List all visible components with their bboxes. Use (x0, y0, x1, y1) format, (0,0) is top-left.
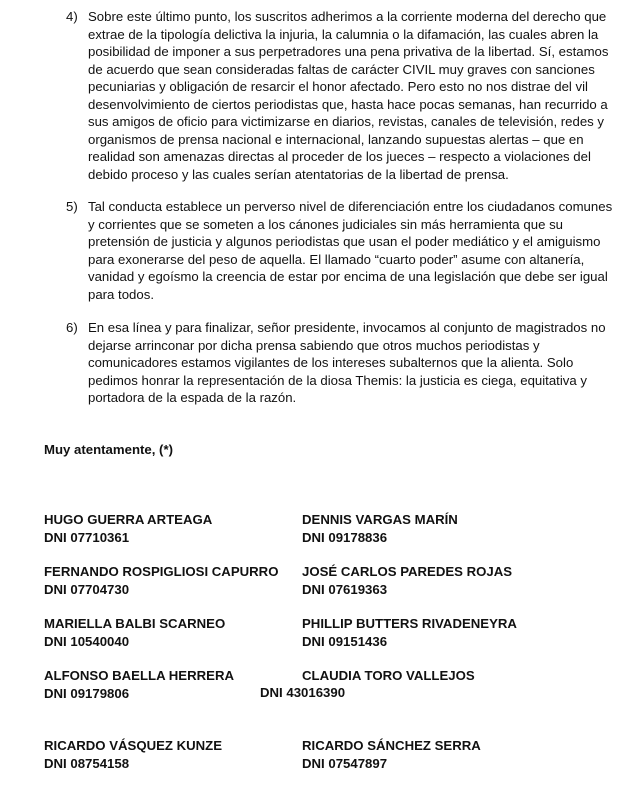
numbered-paragraph-5 (66, 198, 614, 303)
numbered-paragraph-4 (66, 8, 614, 183)
paragraph-text: En esa línea y para finalizar, señor presidente, invocamos al conjunto de magistrados no dejarse arrinconar por dicha prensa sabiendo que otros muchos periodistas y comunicadores estamos vigilantes de los intereses subalternos que la alienta. Solo pedimos honrar la representación de la diosa Themis: la justicia es ciega, equitativa y portadora de la espada de la razón. (88, 320, 606, 405)
signatory-name: RICARDO VÁSQUEZ KUNZE (44, 738, 223, 753)
signatory-block (302, 737, 481, 772)
signatory-name: PHILLIP BUTTERS RIVADENEYRA (302, 616, 517, 631)
signatory-name: MARIELLA BALBI SCARNEO (44, 616, 226, 631)
paragraph-text: Sobre este último punto, los suscritos adherimos a la corriente moderna del derecho que extrae de la tipología delictiva la injuria, la calumnia o la difamación, las cuales abren la posibilidad de imponer a sus perpetradores una pena privativa de la libertad. Sí, estamos de acuerdo que sean consideradas faltas de carácter CIVIL muy graves con sanciones pecuniarias y obligación de resarcir el honor afectado. Pero esto no nos distrae del vil desenvolvimiento de ciertos periodistas que, hasta hace pocas semanas, han recurrido a sus amigos de oficio para victimizarse en diarios, revistas, canales de televisión, redes y organismos de prensa nacional e internacional, lanzando supuestas alertas – que en realidad son amenazas directas al proceder de los jueces – respecto a violaciones del debido proceso y las cuales serían atentatorias de la libertad de prensa. (88, 9, 609, 182)
signatory-name: DENNIS VARGAS MARÍN (302, 512, 458, 527)
signatory-dni: DNI 43016390 (260, 685, 346, 700)
signatory-block (44, 511, 212, 546)
signatory-block (44, 667, 234, 702)
signatory-dni: DNI 07547897 (302, 755, 388, 771)
signatory-dni: DNI 07704730 (44, 581, 130, 597)
signatory-block (302, 563, 512, 598)
signatory-name: CLAUDIA TORO VALLEJOS (302, 668, 475, 683)
signatory-dni: DNI 10540040 (44, 633, 130, 649)
closing-salutation: Muy atentamente, (*) (44, 442, 173, 457)
paragraph-number: 4) (66, 9, 78, 24)
signatory-block (44, 737, 222, 772)
paragraph-text: Tal conducta establece un perverso nivel de diferenciación entre los ciudadanos comunes y corrientes que se someten a los cánones judiciales sin más herramienta que su pretensión de justicia y algunos periodistas que usan el poder mediático y el amiguismo para exonerarse del peso de aquella. El llamado “cuarto poder” asume con altanería, vanidad y egoísmo la creencia de estar por encima de una legislación que debe ser igual para todos. (88, 199, 613, 302)
signatory-name: ALFONSO BAELLA HERRERA (44, 668, 234, 683)
signatory-block (302, 615, 517, 650)
signatory-dni: DNI 09178836 (302, 529, 388, 545)
signatory-block (302, 511, 458, 546)
signatory-name: FERNANDO ROSPIGLIOSI CAPURRO (44, 564, 279, 579)
paragraph-number: 6) (66, 320, 78, 335)
signatory-block (44, 563, 278, 598)
paragraph-number: 5) (66, 199, 78, 214)
signatory-dni: DNI 07619363 (302, 581, 388, 597)
signatory-name: RICARDO SÁNCHEZ SERRA (302, 738, 481, 753)
signatory-dni: DNI 08754158 (44, 755, 130, 771)
signatory-dni: DNI 09179806 (44, 685, 130, 701)
signatory-name: HUGO GUERRA ARTEAGA (44, 512, 213, 527)
signatory-name: JOSÉ CARLOS PAREDES ROJAS (302, 564, 513, 579)
signatory-block (44, 615, 225, 650)
signatory-dni: DNI 07710361 (44, 529, 130, 545)
signatory-block (302, 667, 475, 685)
signatory-dni: DNI 09151436 (302, 633, 388, 649)
numbered-paragraph-6 (66, 319, 614, 407)
